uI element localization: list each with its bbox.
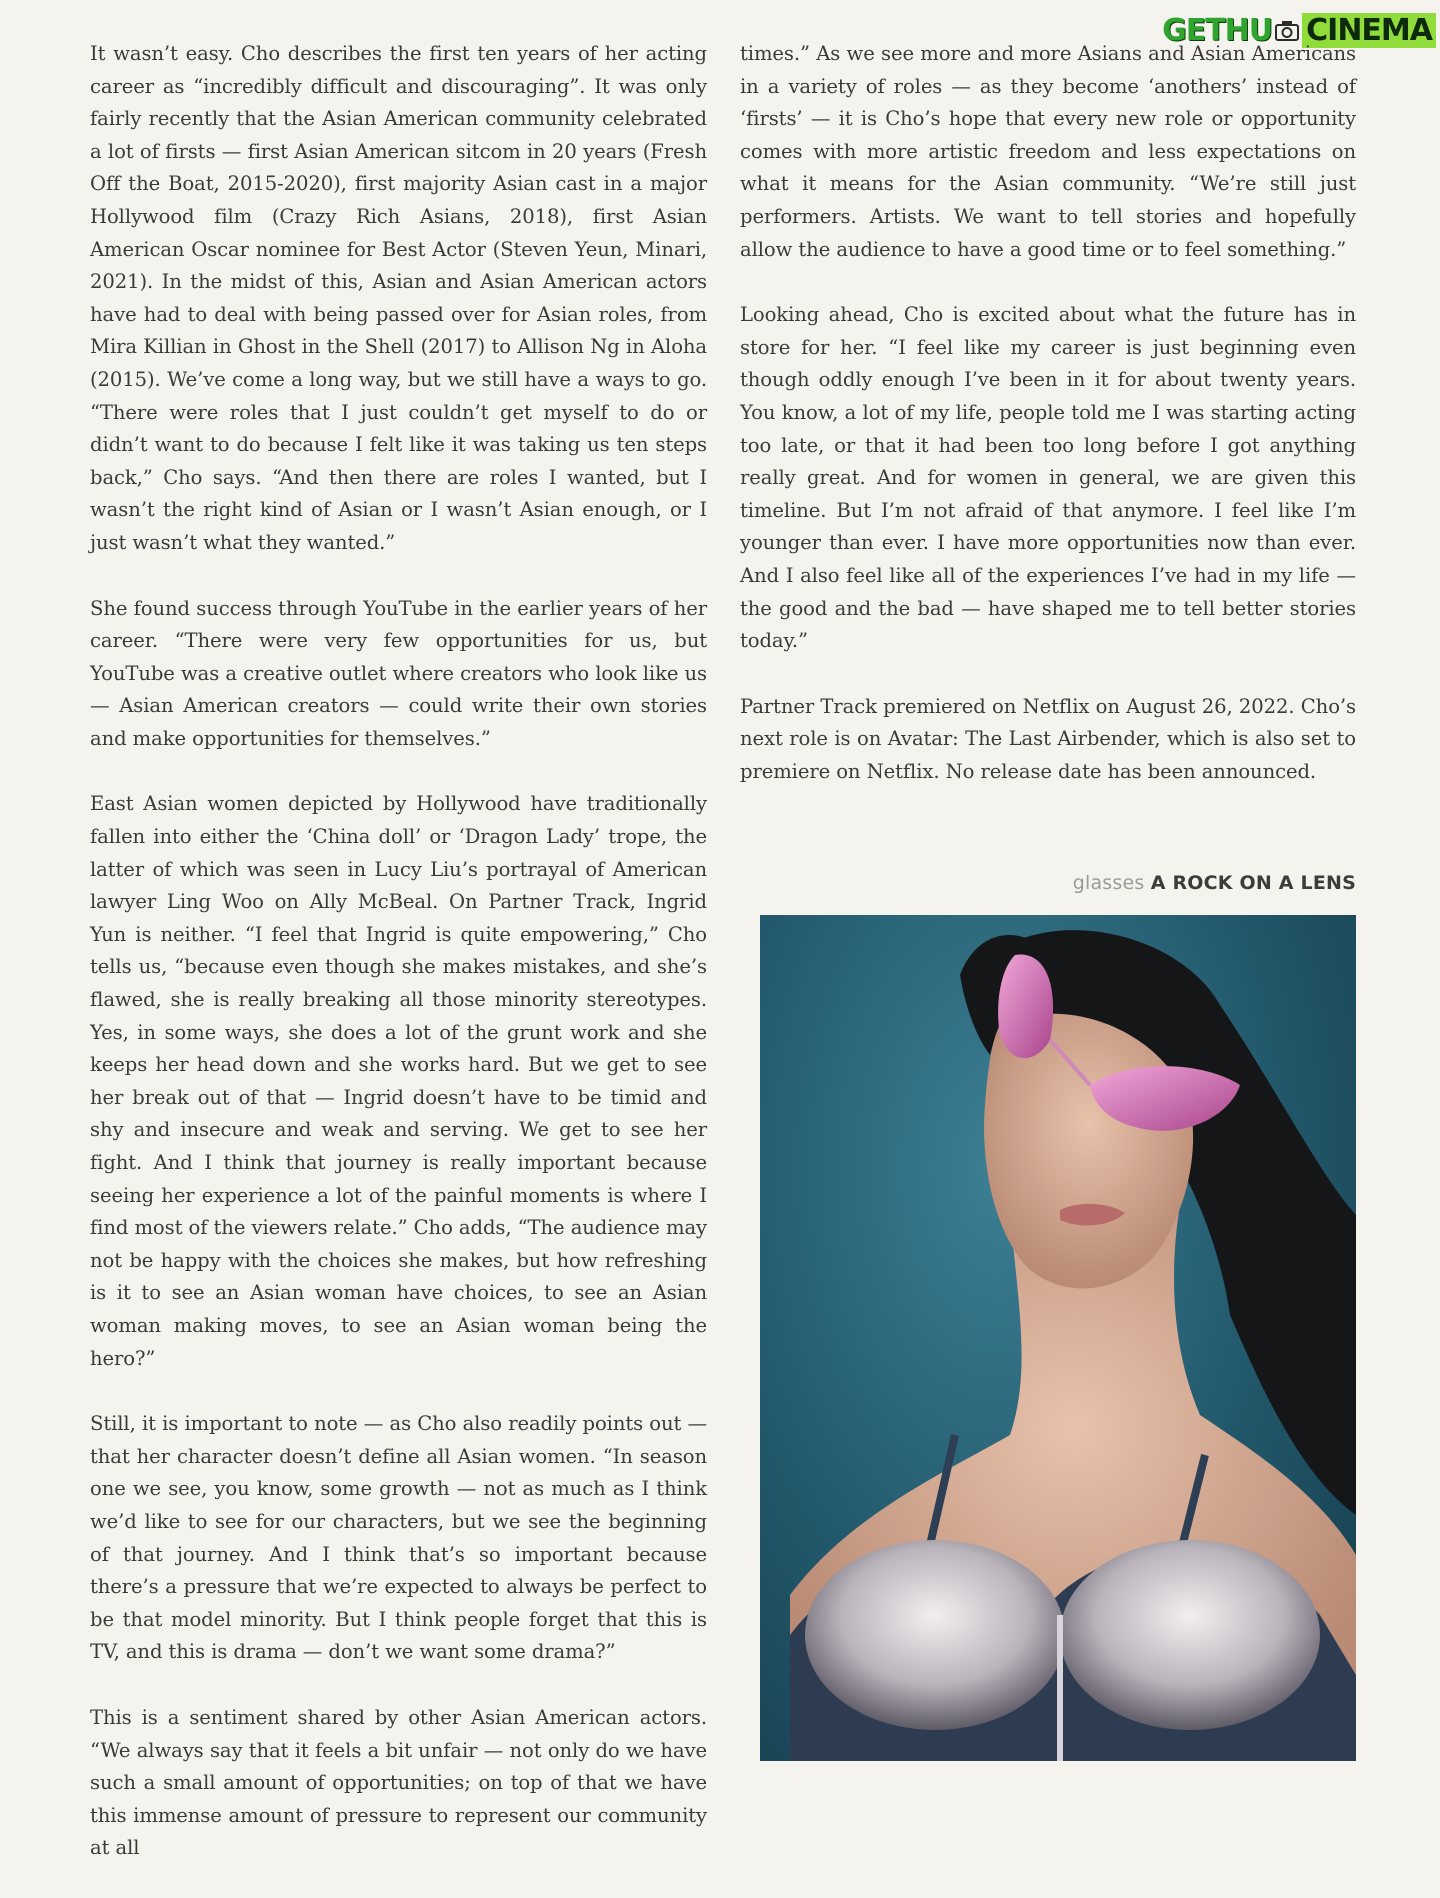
photo-credit-caption [1073, 872, 1356, 894]
paragraph-shared-sentiment: This is a sentiment shared by other Asian American actors. “We always say that it feels a bit unfair — not only do we have such a small amount of opportunities; on top of that we have this immense amount of pressure to represent our community at all [90, 1705, 707, 1860]
portrait-photo [760, 915, 1356, 1761]
article-right-column [740, 38, 1356, 821]
corset-sparkle-left [805, 1540, 1065, 1730]
logo-text-part-1: GETHU [1162, 12, 1273, 48]
portrait-illustration [760, 915, 1356, 1761]
paragraph-difficult-start: It wasn’t easy. Cho describes the first ten years of her acting career as “incredibly difficult and discouraging”. It was only fairly recently that the Asian American community celebrated a lot of firsts — first Asian American sitcom in 20 years (Fresh Off the Boat, 2015-2020), first majority Asian cast in a major Hollywood film (Crazy Rich Asians, 2018), first Asian American Oscar nominee for Best Actor (Steven Yeun, Minari, 2021). In the midst of this, Asian and Asian American actors have had to deal with being passed over for Asian roles, from Mira Killian in Ghost in the Shell (2017) to Allison Ng in Aloha (2015). We’ve come a long way, but we still have a ways to go. “There were roles that I just couldn’t get myself to do or didn’t want to do because I felt like it was taking us ten steps back,” Cho says. “And then there are roles I wanted, but I wasn’t the right kind of Asian or I wasn’t Asian enough, or I just wasn’t what they wanted.” [90, 42, 707, 554]
logo-text-part-2: CINEMA [1302, 13, 1436, 48]
paragraph-youtube-success: She found success through YouTube in the earlier years of her career. “There were very few opportunities for us, but YouTube was a creative outlet where creators who look like us — Asian American creators — could write their own stories and make opportunities for themselves.” [90, 596, 707, 750]
corset-sparkle-right [1060, 1540, 1320, 1730]
paragraph-premiere-info: Partner Track premiered on Netflix on August 26, 2022. Cho’s next role is on Avatar: The Last Airbender, which is also set to premiere on Netflix. No release date has been announced. [740, 694, 1356, 783]
paragraph-model-minority: Still, it is important to note — as Cho also readily points out — that her character doesn’t define all Asian women. “In season one we see, you know, some growth — not as much as I think we’d like to see for our characters, but we see the beginning of that journey. And I think that’s so important because there’s a pressure that we’re expected to always be perfect to be that model minority. But I think people forget that this is TV, and this is drama — don’t we want some drama?” [90, 1412, 707, 1664]
paragraph-stereotypes: East Asian women depicted by Hollywood have traditionally fallen into either the ‘China doll’ or ‘Dragon Lady’ trope, the latter of which was seen in Lucy Liu’s portrayal of American lawyer Ling Woo on Ally McBeal. On Partner Track, Ingrid Yun is neither. “I feel that Ingrid is quite empowering,” Cho tells us, “because even though she makes mistakes, and she’s flawed, she is really breaking all those minority stereotypes. Yes, in some ways, she does a lot of the grunt work and she keeps her head down and she works hard. But we get to see her break out of that — Ingrid doesn’t have to be timid and shy and insecure and weak and serving. We get to see her fight. And I think that journey is really important because seeing her experience a lot of the painful moments is where I find most of the viewers relate.” Cho adds, “The audience may not be happy with the choices she makes, but how refreshing is it to see an Asian woman have choices, to see an Asian woman making moves, to see an Asian woman being the hero?” [90, 792, 707, 1370]
paragraph-looking-ahead: Looking ahead, Cho is excited about what the future has in store for her. “I feel like my career is just beginning even though oddly enough I’ve been in it for about twenty years. You know, a lot of my life, people told me I was starting acting too late, or that it had been too long before I got anything really great. And for women in general, we are given this timeline. But I’m not afraid of that anymore. I feel like I’m younger than ever. I have more opportunities now than ever. And I also feel like all of the experiences I’ve had in my life — the good and the bad — have shaped me to tell better stories today.” [740, 303, 1356, 653]
caption-brand: A ROCK ON A LENS [1150, 872, 1356, 894]
caption-label: glasses [1072, 872, 1145, 894]
glasses-left-lens [998, 955, 1053, 1059]
article-left-column [90, 38, 707, 1898]
paragraph-continued-quote: times.” As we see more and more Asians and Asian Americans in a variety of roles — as they become ‘anothers’ instead of ‘firsts’ — it is Cho’s hope that every new role or opportunity comes with more artistic freedom and less expectations on what it means for the Asian community. “We’re still just performers. Artists. We want to tell stories and hopefully allow the audience to have a good time or to feel something.” [740, 42, 1356, 261]
